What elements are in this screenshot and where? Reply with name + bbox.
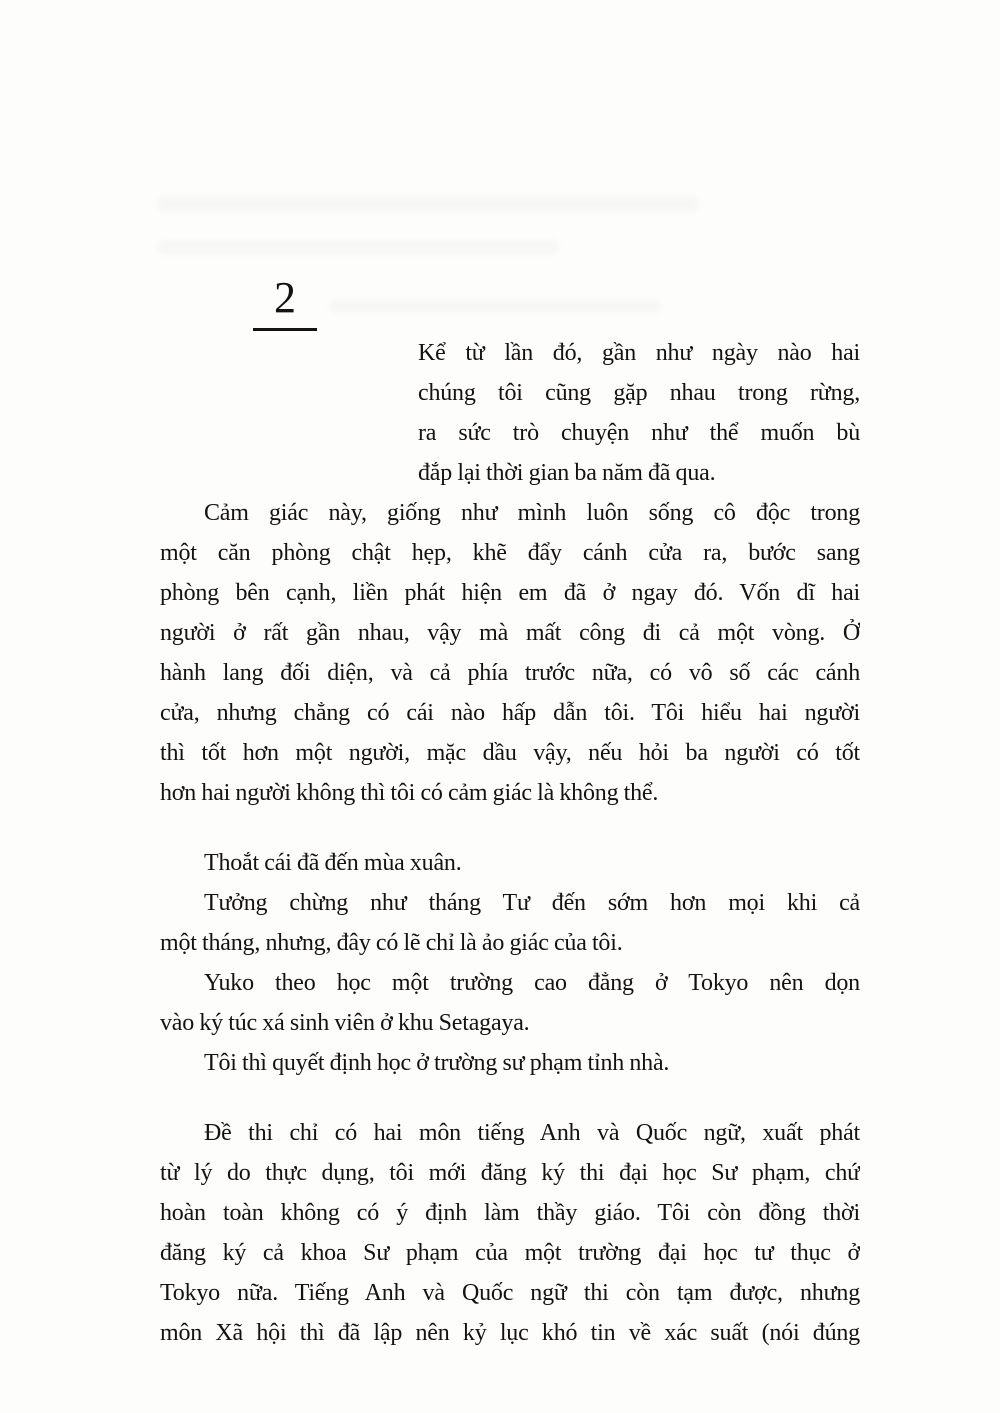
text-line: Yuko theo học một trường cao đẳng ở Tokyo nên dọn bbox=[204, 970, 860, 996]
page-content bbox=[160, 0, 860, 1353]
text-line: hành lang đối diện, và cả phía trước nữa, có vô số các cánh bbox=[160, 660, 860, 686]
text-line: Tưởng chừng như tháng Tư đến sớm hơn mọi khi cả bbox=[204, 890, 860, 916]
text-line: môn Xã hội thì đã lập nên kỷ lục khó tin về xác suất (nói đúng bbox=[160, 1320, 860, 1346]
text-line: từ lý do thực dụng, tôi mới đăng ký thi đại học Sư phạm, chứ bbox=[160, 1160, 860, 1186]
text-line: ra sức trò chuyện như thể muốn bù bbox=[418, 420, 860, 446]
text-line: Cảm giác này, giống như mình luôn sống cô độc trong bbox=[204, 500, 860, 526]
text-line: phòng bên cạnh, liền phát hiện em đã ở ngay đó. Vốn dĩ hai bbox=[160, 580, 860, 606]
paragraph bbox=[160, 843, 860, 883]
text-line: một tháng, nhưng, đây có lẽ chỉ là ảo giác của tôi. bbox=[160, 930, 623, 956]
text-line: một căn phòng chật hẹp, khẽ đẩy cánh cửa ra, bước sang bbox=[160, 540, 860, 566]
chapter-number: 2 bbox=[274, 273, 296, 322]
text-line: đắp lại thời gian ba năm đã qua. bbox=[418, 460, 716, 486]
text-line: cửa, nhưng chẳng có cái nào hấp dẫn tôi. Tôi hiểu hai người bbox=[160, 700, 860, 726]
text-line: hơn hai người không thì tôi có cảm giác là không thể. bbox=[160, 780, 659, 806]
text-line: Thoắt cái đã đến mùa xuân. bbox=[204, 850, 462, 876]
paragraph bbox=[160, 883, 860, 963]
chapter-underline bbox=[253, 328, 317, 331]
chapter-heading bbox=[253, 273, 317, 331]
text-line: Đề thi chỉ có hai môn tiếng Anh và Quốc ngữ, xuất phát bbox=[204, 1120, 860, 1146]
paragraph bbox=[160, 963, 860, 1043]
text-line: Tokyo nữa. Tiếng Anh và Quốc ngữ thi còn tạm được, nhưng bbox=[160, 1280, 860, 1306]
text-line: thì tốt hơn một người, mặc dầu vậy, nếu hỏi ba người có tốt bbox=[160, 740, 860, 766]
text-line: Tôi thì quyết định học ở trường sư phạm tỉnh nhà. bbox=[204, 1050, 670, 1076]
text-line: người ở rất gần nhau, vậy mà mất công đi cả một vòng. Ở bbox=[160, 620, 860, 646]
paragraph bbox=[160, 1043, 860, 1083]
text-line: vào ký túc xá sinh viên ở khu Setagaya. bbox=[160, 1010, 530, 1036]
text-line: chúng tôi cũng gặp nhau trong rừng, bbox=[418, 380, 860, 406]
text-line: hoàn toàn không có ý định làm thầy giáo. Tôi còn đồng thời bbox=[160, 1200, 860, 1226]
text-line: đăng ký cả khoa Sư phạm của một trường đại học tư thục ở bbox=[160, 1240, 860, 1266]
paragraph bbox=[160, 1113, 860, 1353]
paragraph-list bbox=[160, 333, 860, 1353]
opening-paragraph bbox=[418, 333, 860, 493]
paragraph bbox=[160, 493, 860, 813]
text-line: Kể từ lần đó, gần như ngày nào hai bbox=[418, 340, 860, 366]
